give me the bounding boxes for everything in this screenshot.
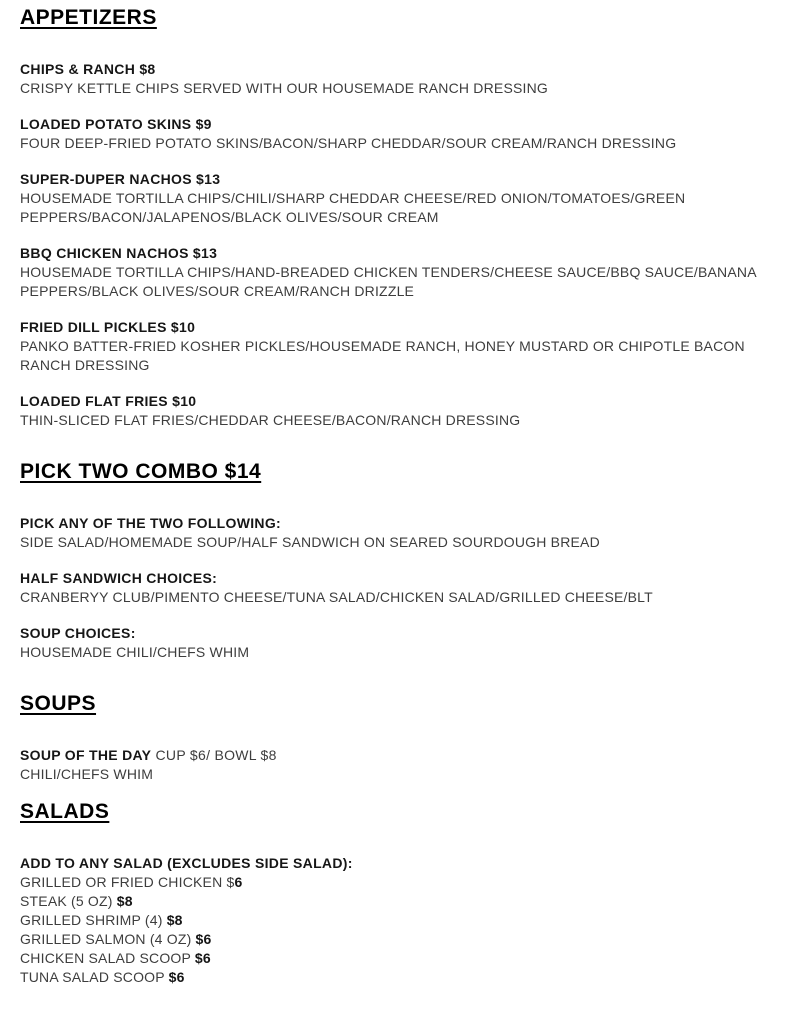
soups-heading-text: SOUPS xyxy=(20,692,97,715)
menu-item-half-sandwich-choices xyxy=(20,569,771,607)
addon-price: $6 xyxy=(194,950,211,966)
section-salads xyxy=(20,800,771,987)
pick-two-combo-heading xyxy=(20,460,771,484)
section-soups xyxy=(20,692,771,784)
addon-price: 6 xyxy=(234,874,243,890)
addon-price: $8 xyxy=(116,893,133,909)
item-title: PICK ANY OF THE TWO FOLLOWING: xyxy=(20,515,281,531)
item-title: BBQ CHICKEN NACHOS $13 xyxy=(20,245,218,261)
item-desc: HOUSEMADE TORTILLA CHIPS/CHILI/SHARP CHEDDAR CHEESE/RED ONION/TOMATOES/GREEN PEPPERS/BACON/JALAPENOS/BLACK OLIVES/SOUR CREAM xyxy=(20,190,686,225)
menu-item-bbq-chicken-nachos xyxy=(20,244,771,301)
section-pick-two-combo xyxy=(20,460,771,662)
addon-price: $6 xyxy=(195,931,212,947)
appetizers-heading xyxy=(20,6,771,30)
addon-text: GRILLED SALMON (4 OZ) xyxy=(20,931,196,947)
addon-text: GRILLED OR FRIED CHICKEN $ xyxy=(20,874,235,890)
addon-grilled-or-fried-chicken xyxy=(20,873,771,892)
item-desc: CRISPY KETTLE CHIPS SERVED WITH OUR HOUSEMADE RANCH DRESSING xyxy=(20,80,549,96)
item-title-bold: SOUP OF THE DAY xyxy=(20,747,152,763)
item-title xyxy=(20,746,771,765)
menu-item-soup-of-the-day xyxy=(20,746,771,784)
item-desc: HOUSEMADE CHILI/CHEFS WHIM xyxy=(20,644,250,660)
menu-item-chips-and-ranch xyxy=(20,60,771,98)
item-title: LOADED FLAT FRIES $10 xyxy=(20,393,197,409)
section-appetizers xyxy=(20,6,771,430)
item-title-prices: CUP $6/ BOWL $8 xyxy=(151,747,277,763)
addon-grilled-salmon xyxy=(20,930,771,949)
item-desc: FOUR DEEP-FRIED POTATO SKINS/BACON/SHARP CHEDDAR/SOUR CREAM/RANCH DRESSING xyxy=(20,135,677,151)
addon-grilled-shrimp xyxy=(20,911,771,930)
menu-item-super-duper-nachos xyxy=(20,170,771,227)
item-title: SUPER-DUPER NACHOS $13 xyxy=(20,171,221,187)
item-desc: HOUSEMADE TORTILLA CHIPS/HAND-BREADED CHICKEN TENDERS/CHEESE SAUCE/BBQ SAUCE/BANANA PEPPERS/BLACK OLIVES/SOUR CREAM/RANCH DRIZZLE xyxy=(20,264,756,299)
menu-item-fried-dill-pickles xyxy=(20,318,771,375)
addon-steak xyxy=(20,892,771,911)
item-title: HALF SANDWICH CHOICES: xyxy=(20,570,218,586)
addon-tuna-salad-scoop xyxy=(20,968,771,987)
menu-item-soup-choices xyxy=(20,624,771,662)
addon-text: STEAK (5 OZ) xyxy=(20,893,117,909)
item-desc: CRANBERYY CLUB/PIMENTO CHEESE/TUNA SALAD/CHICKEN SALAD/GRILLED CHEESE/BLT xyxy=(20,589,653,605)
addon-text: GRILLED SHRIMP (4) xyxy=(20,912,167,928)
item-title: SOUP CHOICES: xyxy=(20,625,136,641)
pick-two-combo-heading-text: PICK TWO COMBO $14 xyxy=(20,460,262,483)
addons-title: ADD TO ANY SALAD (EXCLUDES SIDE SALAD): xyxy=(20,855,353,871)
menu-item-pick-any-two xyxy=(20,514,771,552)
item-desc: THIN-SLICED FLAT FRIES/CHEDDAR CHEESE/BACON/RANCH DRESSING xyxy=(20,412,521,428)
appetizers-heading-text: APPETIZERS xyxy=(20,6,157,29)
addon-text: CHICKEN SALAD SCOOP xyxy=(20,950,195,966)
item-title: LOADED POTATO SKINS $9 xyxy=(20,116,212,132)
soups-heading xyxy=(20,692,771,716)
addon-price: $6 xyxy=(168,969,185,985)
salad-addons-block xyxy=(20,854,771,987)
salads-heading xyxy=(20,800,771,824)
item-desc: PANKO BATTER-FRIED KOSHER PICKLES/HOUSEMADE RANCH, HONEY MUSTARD OR CHIPOTLE BACON RANCH DRESSING xyxy=(20,338,745,373)
menu-item-loaded-flat-fries xyxy=(20,392,771,430)
addon-price: $8 xyxy=(166,912,183,928)
item-desc: CHILI/CHEFS WHIM xyxy=(20,766,154,782)
addon-text: TUNA SALAD SCOOP xyxy=(20,969,169,985)
item-title: CHIPS & RANCH $8 xyxy=(20,61,156,77)
item-title: FRIED DILL PICKLES $10 xyxy=(20,319,196,335)
menu-item-loaded-potato-skins xyxy=(20,115,771,153)
item-desc: SIDE SALAD/HOMEMADE SOUP/HALF SANDWICH ON SEARED SOURDOUGH BREAD xyxy=(20,534,600,550)
salads-heading-text: SALADS xyxy=(20,800,110,823)
addon-chicken-salad-scoop xyxy=(20,949,771,968)
